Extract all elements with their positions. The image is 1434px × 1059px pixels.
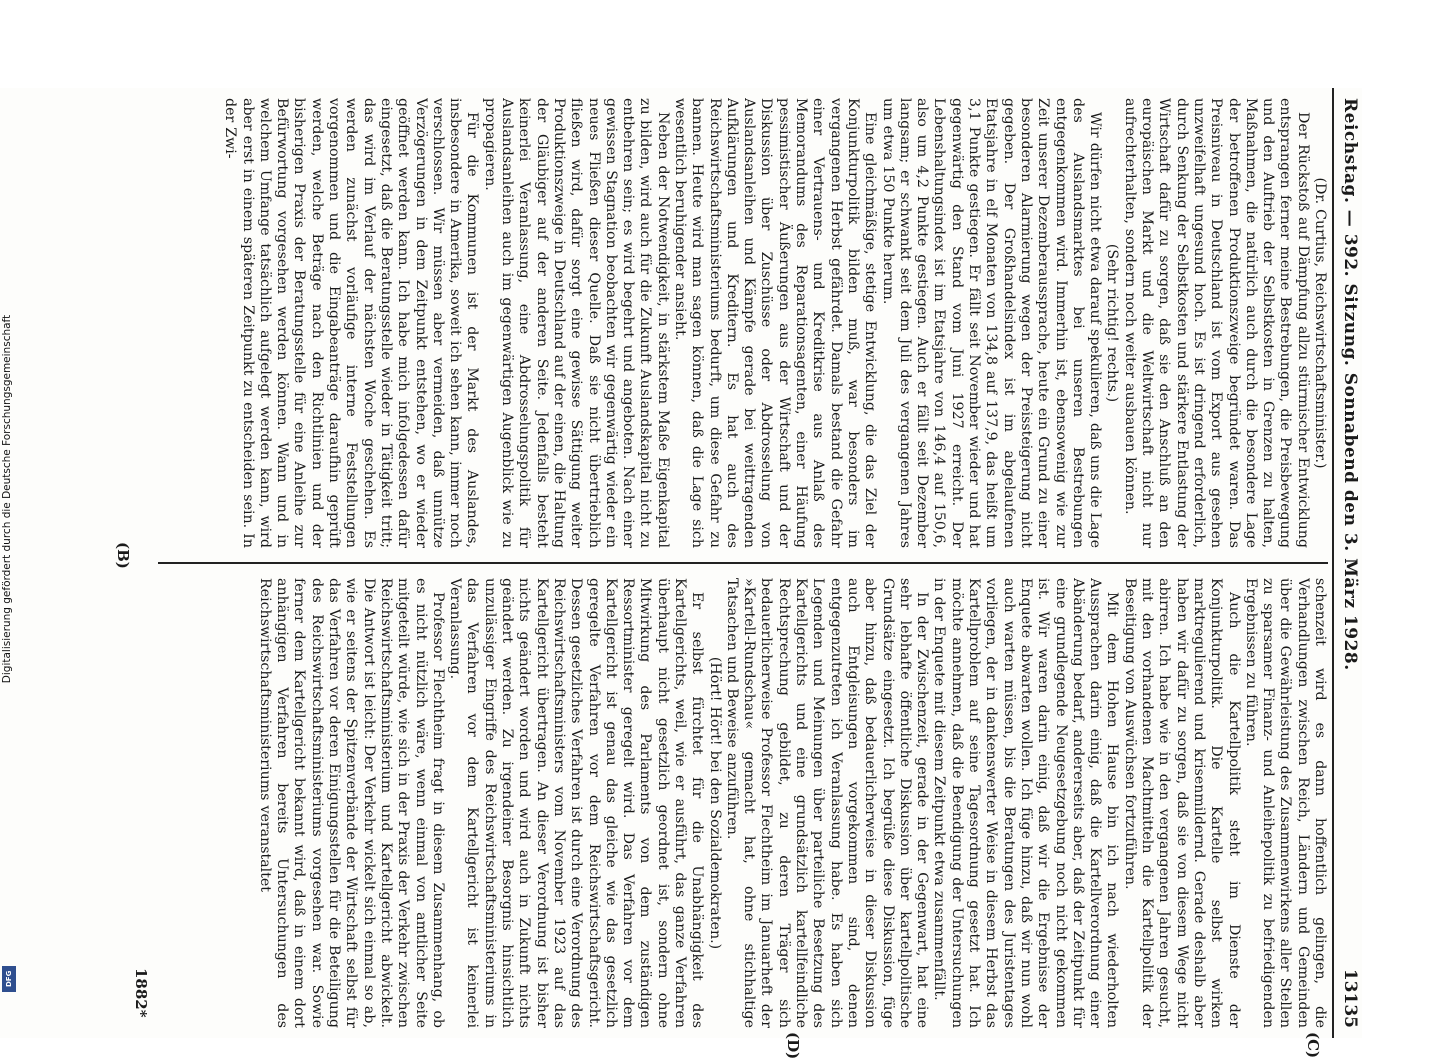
dfg-credit-strip	[0, 0, 18, 1000]
paragraph: Auch die Kartellpolitik steht im Dienste der Konjunkturpolitik. Die Kartelle selbst wirken marktregulierend und krisenmildernd. Gerade deshalb aber haben wir dafür zu sorgen, daß sie von diesem Wege nicht abirren. Ich habe wie in den vergangenen Jahren gesucht, mit den vorhandenen Machtmitteln die Kartellpolitik der Beseitigung von Auswüchsen fortzuführen.	[1121, 578, 1242, 1028]
paragraph: schenzeit wird es dann hoffentlich gelingen, die Verhandlungen zwischen Reich, Ländern und Gemeinden über die Gewährleistung des Zusammenwirkens aller Stellen zu sparsamer Finanz- und Anleihepolitik zu befriedigenden Ergebnissen zu führen.	[1242, 578, 1328, 1028]
footer-number: 1882*	[132, 968, 150, 1018]
running-head: Reichstag. — 392. Sitzung. Sonnabend den 3. März 1928.	[1340, 98, 1360, 671]
margin-mark-d: (D)	[784, 1032, 802, 1059]
column-divider	[158, 562, 1328, 564]
right-column	[158, 578, 1328, 1028]
dfg-logo-icon: DFG	[2, 966, 16, 992]
paragraph: Der Rückstoß auf Dämpfung allzu stürmischer Entwicklung entsprangen ferner meine Bestrebungen, die Preisbewegung und den Auftrieb der Selbstkosten in Grenzen zu halten, Maßnahmen, die natürlich auch durch die besondere Lage der betroffenen Produktionszweige begründet waren. Das Preisniveau in Deutschland ist vom Export aus gesehen unzweifelhaft ungesund hoch. Es ist dringend erforderlich, durch Senkung der Selbstkosten und stärkere Entlastung der Wirtschaft dafür zu sorgen, daß sie den Anschluß an den europäischen Markt und die Weltwirtschaft nicht nur aufrechterhalten, sondern noch weiter ausbauen können.	[1121, 98, 1311, 548]
paragraph: Professor Flechtheim fragt in diesem Zusammenhang, ob es nicht nützlich wäre, wenn einmal von amtlicher Seite mitgeteilt würde, wie sich in der Praxis der Verkehr zwischen Reichswirtschaftsministerium und Kartellgericht abwickelt. Die Antwort ist leicht: Der Verkehr wickelt sich einmal so ab, wie er seitens der Spitzenverbände der Wirtschaft selbst für das Verfahren vor deren Einigungsstellen für die Beteiligung des Reichswirtschaftsministeriums vorgesehen war. Sowie ferner dem Kartellgericht bekannt wird, daß in einem dort anhängigen Verfahren bereits Untersuchungen des Reichswirtschaftsministeriums veranstaltet	[256, 578, 446, 1028]
paragraph: Neben der Notwendigkeit, in stärkstem Maße Eigenkapital zu bilden, wird auch für die Zukunft Auslandskapital nicht zu entbehren sein; es wird begehrt und angeboten. Nach einer gewissen Stagnation beobachten wir gegenwärtig wieder ein neues Fließen dieser Quelle. Daß sie nicht übertrieblich fließen wird, dafür sorgt eine gewisse Sättigung weiter Produktionszweige in Deutschland auf der einen, die Haltung der Gläubiger auf der anderen Seite. Jedenfalls besteht keinerlei Veranlassung, eine Abdrosselungspolitik für Auslandsanleihen auch im gegenwärtigen Augenblick wie zu propagieren.	[481, 98, 671, 548]
margin-mark-b: (B)	[114, 542, 132, 569]
document-page	[0, 88, 1362, 1059]
speaker-line: (Dr. Curtius, Reichswirtschaftsminister.)	[1312, 177, 1328, 469]
dfg-credit-text: Digitalisierung gefördert durch die Deutsche Forschungsgemeinschaft	[1, 314, 13, 684]
interjection: (Hört! Hört! bei den Sozialdemokraten.)	[706, 656, 723, 950]
paragraph: Eine gleichmäßige, stetige Entwicklung, die das Ziel der Konjunkturpolitik bilden muß, war besonders im vergangenen Herbst gefährdet. Damals bestand die Gefahr einer Vertrauens- und Kreditkrise aus Anlaß des Memorandums des Reparationsagenten, einer Häufung pessimistischer Äußerungen aus der Wirtschaft und der Diskussion über Zuschüsse oder Abdrosselung von Auslandsanleihen und Kämpfe gerade bei weittragenden Aufklärungen und Kreditern. Es hat auch des Reichswirtschaftsministeriums bedurft, um diese Gefahr zu bannen. Heute wird man sagen können, daß die Lage sich wesentlich beruhigender ansieht.	[672, 98, 879, 548]
header-rule	[1332, 88, 1334, 1038]
page-number: 13135	[1340, 968, 1360, 1028]
paragraph: Wir dürfen nicht etwa darauf spekulieren, daß uns die Lage des Auslandsmarktes bei unseren Bestrebungen entgegenkommen wird. Immerhin ist, ebensowenig wie zur Zeit unserer Dezemberaussprache, heute ein Grund zu einer besonderen Alarmierung wegen der Preissteigerung nicht gegeben. Der Großhandelsindex ist im abgelaufenen Etatsjahre in elf Monaten von 134,8 auf 137,9, das heißt um 3,1 Punkte gestiegen. Er fällt seit November wieder und hat gegenwärtig den Stand vom Juni 1927 erreicht. Der Lebenshaltungsindex ist im Etatsjahre von 146,4 auf 150,6, also um 4,2 Punkte gestiegen. Auch er fällt seit Dezember langsam; er schwankt seit dem Juli des vergangenen Jahres um etwa 150 Punkte herum.	[879, 98, 1104, 548]
interjection: (Sehr richtig! rechts.)	[1104, 243, 1121, 403]
paragraph: Mit dem Hohen Hause bin ich nach wiederholten Aussprachen darin einig, daß die Kartellverordnung einer Abänderung bedarf, andererseits aber, daß der Zeitpunkt für eine grundlegende Neugesetzgebung noch nicht gekommen ist. Wir waren darin einig, daß wir die Ergebnisse der Enquete abwarten wollen. Ich füge hinzu, daß wir nun wohl auch warten müssen, bis die Beratungen des Juristentages vorliegen, der in dankenswerter Weise in diesem Herbst das Kartellproblem auf seine Tagesordnung gesetzt hat. Ich möchte annehmen, daß die Beendigung der Untersuchungen in der Enquete mit diesem Zeitpunkt etwa zusammenfällt.	[931, 578, 1121, 1028]
paragraph: In der Zwischenzeit, gerade in der Gegenwart, hat eine sehr lebhafte öffentliche Diskussion über kartellpolitische Grundsätze eingesetzt. Ich begrüße diese Diskussion, füge aber hinzu, daß bedauerlicherweise in dieser Diskussion auch Entgleisungen vorgekommen sind, denen entgegenzutreten ich Veranlassung habe. Es haben sich Legenden und Meinungen über parteiliche Besetzung des Kartellgerichts und eine grundsätzlich kartellfeindliche Rechtsprechung gebildet, zu deren Träger sich bedauerlicherweise Professor Flechtheim im Januarheft der »Kartell-Rundschau« gemacht hat, ohne stichhaltige Tatsachen und Beweise anzuführen.	[723, 578, 931, 1028]
paragraph: Für die Kommunen ist der Markt des Auslandes, insbesondere in Amerika, soweit ich sehen kann, immer noch verschlossen. Wir müssen aber vermeiden, daß unnütze Verzögerungen in dem Zeitpunkt entstehen, wo er wieder geöffnet werden kann. Ich habe mich infolgedessen dafür eingesetzt, daß die Beratungsstelle wieder in Tätigkeit tritt; das wird im Verlauf der nächsten Woche geschehen. Es werden zunächst vorläufige interne Feststellungen vorgenommen und die Eingabeanträge daraufhin geprüft werden, welche Beträge nach den Richtlinien und der bisherigen Praxis der Beratungsstelle für eine Anleihe zur Befürwortung vorgesehen werden können. Wann und in welchem Umfange tatsächlich aufgelegt werden kann, wird aber erst in einem späteren Zeitpunkt zu entscheiden sein. In der Zwi-	[222, 98, 481, 548]
page-header	[1336, 88, 1362, 1038]
margin-mark-c: (C)	[1304, 1032, 1322, 1059]
paragraph: Er selbst fürchtet für die Unabhängigkeit des Kartellgerichts, weil, wie er ausführt, das ganze Verfahren überhaupt nicht gesetzlich geordnet ist, sondern ohne Mitwirkung des Parlaments von dem zuständigen Ressortminister geregelt wird. Das Verfahren vor dem Kartellgericht ist genau das gleiche wie das gesetzlich geregelte Verfahren vor dem Reichswirtschaftsgericht. Dessen gesetzliches Verfahren ist durch eine Verordnung des Reichswirtschaftsministers vom November 1923 auf das Kartellgericht übertragen. An dieser Verordnung ist bisher nichts geändert worden und wird auch in Zukunft nichts geändert werden. Zu irgendeiner Besorgnis hinsichtlich unzulässiger Eingriffe des Reichswirtschaftsministeriums in das Verfahren vor dem Kartellgericht ist keinerlei Veranlassung.	[447, 578, 706, 1028]
left-column	[158, 98, 1328, 548]
